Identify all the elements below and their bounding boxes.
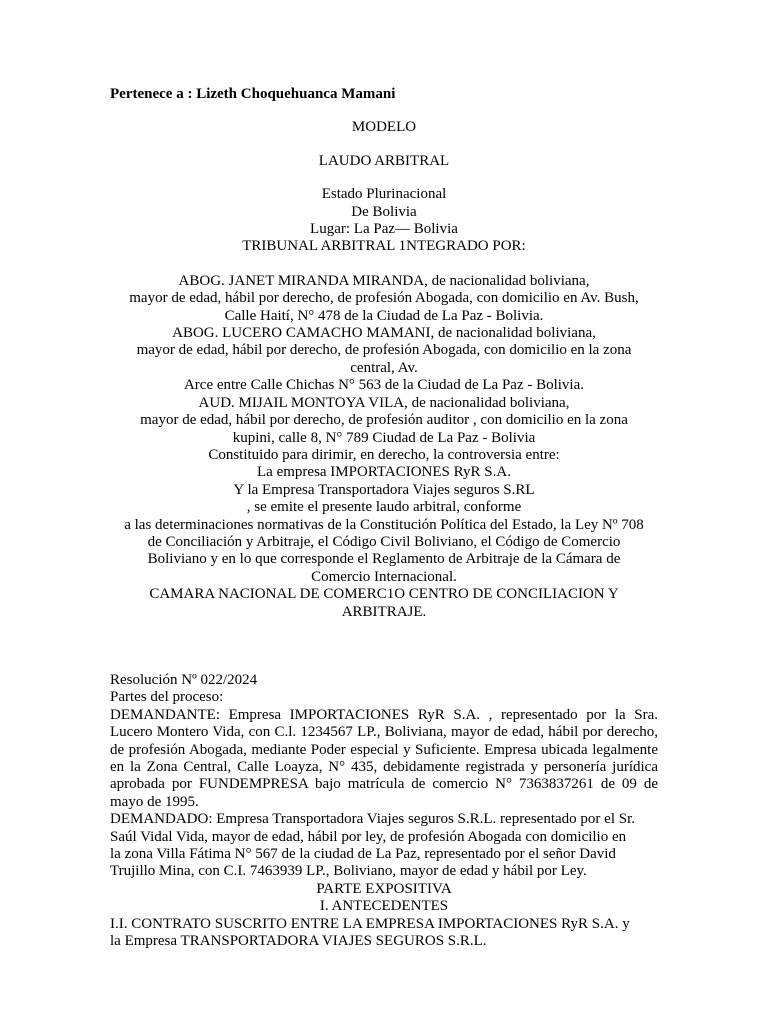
tribunal-line: Boliviano y en lo que corresponde el Reglamento de Arbitraje de la Cámara de bbox=[147, 551, 621, 568]
contract-heading bbox=[110, 916, 658, 951]
tribunal-line: CAMARA NACIONAL DE COMERC1O CENTRO DE CONCILIACION Y bbox=[149, 586, 619, 603]
tribunal-line: ARBITRAJE. bbox=[341, 603, 427, 620]
tribunal-line: kupini, calle 8, N° 789 Ciudad de La Paz - Bolivia bbox=[232, 429, 536, 446]
demandante-paragraph: DEMANDANTE: Empresa IMPORTACIONES RyR S.A. , representado por la Sra. Lucero Montero Vida, con C.l. 1234567 LP., Boliviana, mayor de edad, hábil por derecho, de profesión Abogada, mediante Poder especial y Suficiente. Empresa ubicada legalmente en la Zona Central, Calle Loayza, N° 435, debidamente registrada y personería jurídica aprobada por FUNDEMPRESA bajo matrícula de comercio N° 7363837261 de 09 de mayo de 1995. bbox=[110, 706, 658, 810]
tribunal-line: Y la Empresa Transportadora Viajes seguros S.RL bbox=[233, 481, 535, 498]
tribunal-line: mayor de edad, hábil por derecho, de profesión Abogada, con domicilio en Av. Bush, bbox=[129, 290, 639, 307]
state-line: De Bolivia bbox=[351, 203, 417, 220]
tribunal-line: a las determinaciones normativas de la Constitución Política del Estado, la Ley Nº 708 bbox=[124, 516, 644, 533]
section-title: PARTE EXPOSITIVA bbox=[316, 880, 452, 897]
state-line: Estado Plurinacional bbox=[321, 186, 447, 203]
demandado-paragraph bbox=[110, 811, 658, 881]
title-modelo: MODELO bbox=[351, 119, 417, 136]
demandado-line: Saúl Vidal Vida, mayor de edad, hábil por ley, de profesión Abogada con domicilio en bbox=[110, 828, 627, 845]
title-laudo-arbitral: LAUDO ARBITRAL bbox=[318, 152, 450, 169]
parties-label: Partes del proceso: bbox=[110, 689, 224, 706]
tribunal-line: Arce entre Calle Chichas N° 563 de la Ciudad de La Paz - Bolivia. bbox=[183, 377, 585, 394]
blank-line bbox=[110, 256, 658, 273]
contract-line: I.I. CONTRATO SUSCRITO ENTRE LA EMPRESA IMPORTACIONES RyR S.A. y bbox=[110, 915, 630, 932]
tribunal-line: ABOG. JANET MIRANDA MIRANDA, de nacionalidad boliviana, bbox=[178, 272, 590, 289]
tribunal-line: , se emite el presente laudo arbitral, conforme bbox=[246, 499, 522, 516]
tribunal-line: ABOG. LUCERO CAMACHO MAMANI, de nacionalidad boliviana, bbox=[172, 325, 596, 342]
tribunal-line: mayor de edad, hábil por derecho, de profesión auditor , con domicilio en la zona bbox=[140, 412, 628, 429]
demandado-line: Trujillo Mina, con C.I. 7463939 LP., Boliviano, mayor de edad y hábil por Ley. bbox=[110, 863, 587, 880]
subsection-title: I. ANTECEDENTES bbox=[319, 898, 449, 915]
tribunal-line: Comercio Internacional. bbox=[311, 568, 457, 585]
owner-line: Pertenece a : Lizeth Choquehuanca Mamani bbox=[110, 86, 396, 102]
contract-line: la Empresa TRANSPORTADORA VIAJES SEGUROS S.R.L. bbox=[110, 933, 487, 950]
spacer bbox=[110, 637, 658, 672]
demandado-line: DEMANDADO: Empresa Transportadora Viajes seguros S.R.L. representado por el Sr. bbox=[110, 811, 635, 828]
tribunal-line: Calle Haití, N° 478 de la Ciudad de La Paz - Bolivia. bbox=[224, 307, 544, 324]
resolution-number: Resolución Nº 022/2024 bbox=[110, 671, 258, 688]
tribunal-line: mayor de edad, hábil por derecho, de profesión Abogada, con domicilio en la zona bbox=[136, 342, 632, 359]
state-block bbox=[110, 186, 658, 621]
state-line: TRIBUNAL ARBITRAL 1NTEGRADO POR: bbox=[242, 238, 526, 255]
tribunal-line: central, Av. bbox=[350, 359, 418, 376]
tribunal-line: AUD. MIJAIL MONTOYA VILA, de nacionalidad boliviana, bbox=[198, 394, 570, 411]
tribunal-line: La empresa IMPORTACIONES RyR S.A. bbox=[257, 464, 511, 481]
demandado-line: la zona Villa Fátima N° 567 de la ciudad de La Paz, representado por el señor David bbox=[110, 846, 616, 863]
state-line: Lugar: La Paz— Bolivia bbox=[310, 221, 458, 238]
document-page bbox=[110, 86, 658, 950]
tribunal-line: de Conciliación y Arbitraje, el Código Civil Boliviano, el Código de Comercio bbox=[147, 533, 621, 550]
tribunal-line: Constituido para dirimir, en derecho, la controversia entre: bbox=[208, 446, 560, 463]
